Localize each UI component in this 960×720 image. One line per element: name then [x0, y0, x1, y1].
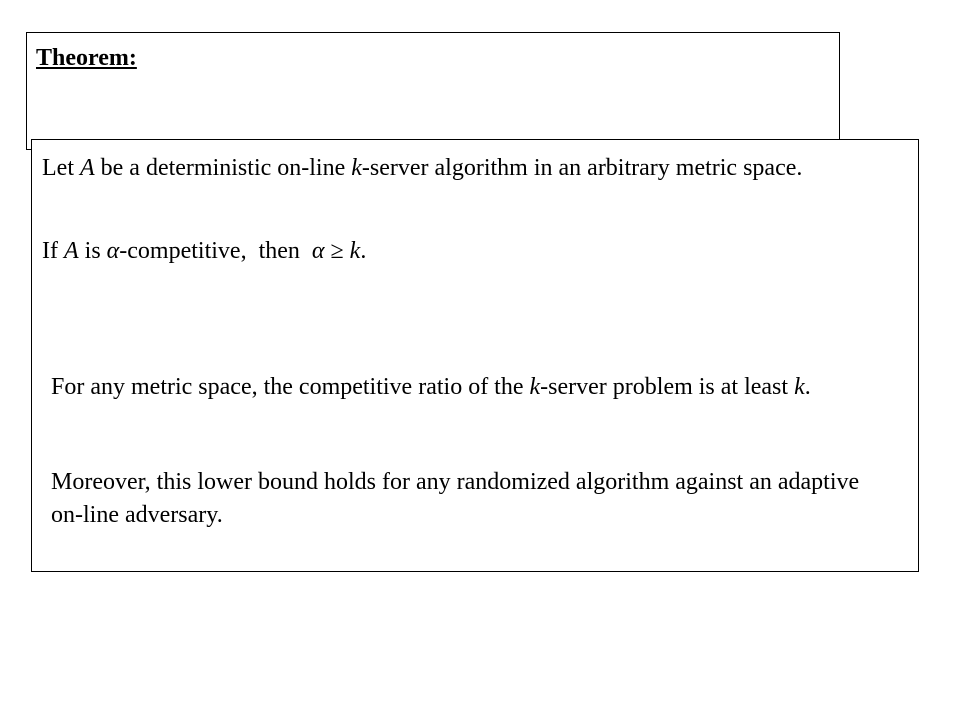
text-segment: is [78, 238, 107, 264]
variable-k: k [351, 155, 362, 181]
theorem-statement-paragraph [42, 152, 902, 185]
text-segment: If [42, 238, 64, 264]
randomized-bound-paragraph: Moreover, this lower bound holds for any randomized algorithm against an adaptive on-line adversary. [51, 469, 860, 528]
geq-symbol: ≥ [324, 238, 350, 264]
alpha-symbol: α [311, 238, 325, 264]
text-segment: be a deterministic on-line [94, 155, 352, 181]
variable-a: A [63, 238, 79, 264]
theorem-title: Theorem: [36, 45, 137, 71]
corollary-paragraph [51, 371, 891, 404]
variable-a: A [79, 155, 95, 181]
content-box [31, 139, 919, 572]
theorem-conclusion-paragraph [42, 235, 902, 268]
text-segment: For any metric space, the competitive ratio of the [51, 374, 530, 400]
alpha-symbol: α [106, 238, 120, 264]
text-segment: . [804, 374, 811, 400]
text-segment: -competitive, then [119, 238, 312, 264]
text-segment: Let [42, 155, 80, 181]
text-segment: -server algorithm in an arbitrary metric space. [361, 155, 803, 181]
text-segment: -server problem is at least [540, 374, 795, 400]
variable-k: k [349, 238, 361, 264]
theorem-box [26, 32, 840, 150]
variable-k: k [529, 374, 541, 400]
variable-k: k [794, 374, 805, 400]
text-segment: . [360, 238, 367, 264]
